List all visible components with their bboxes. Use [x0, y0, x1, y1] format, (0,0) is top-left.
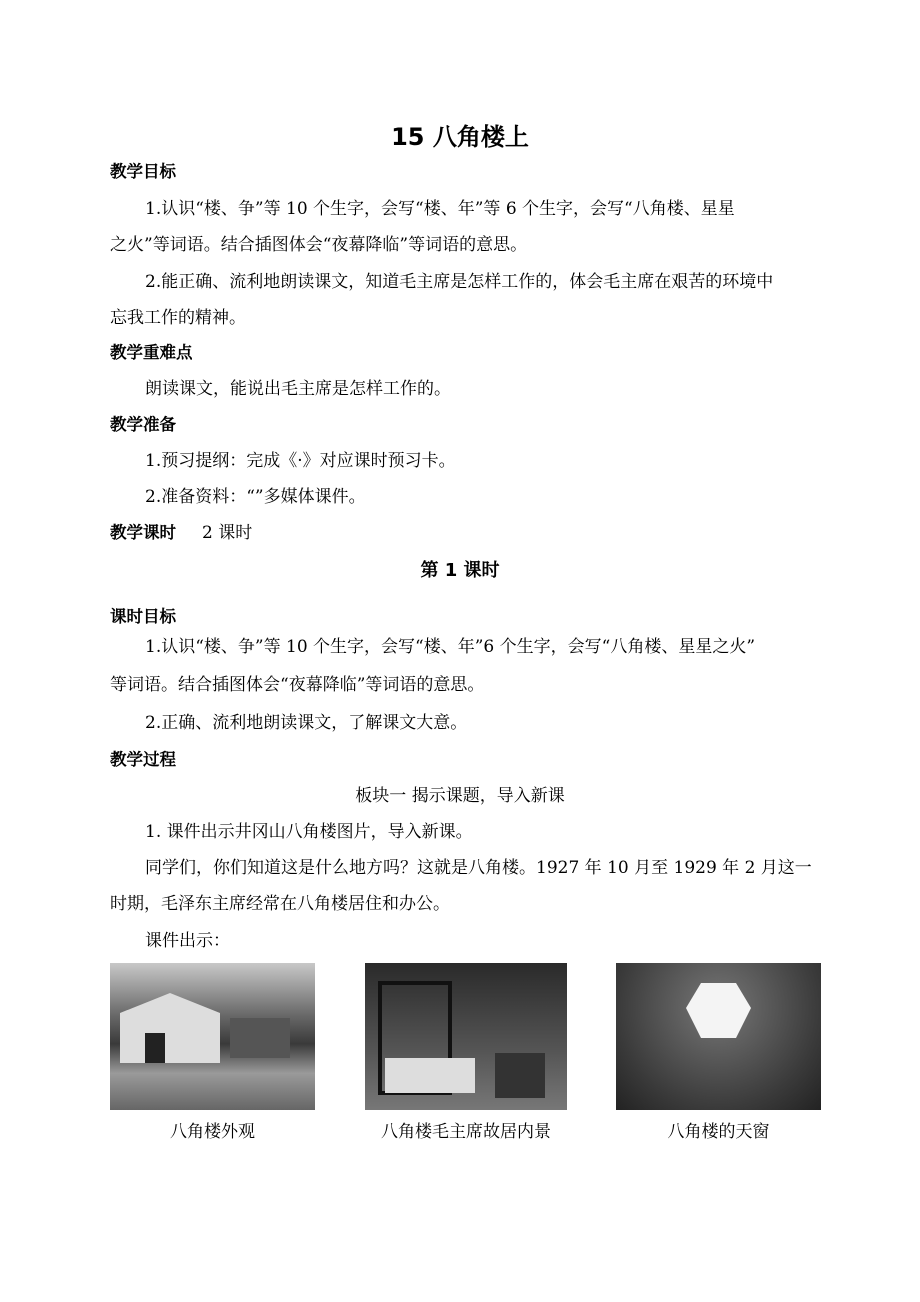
paragraph-line: 1. 课件出示井冈山八角楼图片，导入新课。	[145, 822, 473, 842]
paragraph-line: 2.能正确、流利地朗读课文，知道毛主席是怎样工作的，体会毛主席在艰苦的环境中	[145, 272, 774, 292]
photo-caption: 八角楼毛主席故居内景	[381, 1122, 551, 1142]
paragraph-line: 忘我工作的精神。	[110, 308, 246, 328]
paragraph-line: 之火”等词语。结合插图体会“夜幕降临”等词语的意思。	[110, 235, 528, 255]
heading-key-points: 教学重难点	[110, 343, 193, 362]
lesson-heading: 第 1 课时	[420, 560, 500, 581]
heading-process: 教学过程	[110, 750, 176, 769]
class-hours-value: 2 课时	[202, 523, 253, 543]
paragraph-line: 等词语。结合插图体会“夜幕降临”等词语的意思。	[110, 675, 485, 695]
paragraph-line: 1.预习提纲：完成《·》对应课时预习卡。	[145, 451, 456, 471]
photo-bajiaolou-exterior	[110, 963, 315, 1110]
block-title: 板块一 揭示课题，导入新课	[355, 786, 565, 806]
paragraph-line: 1.认识“楼、争”等 10 个生字，会写“楼、年”等 6 个生字，会写“八角楼、星星	[145, 199, 735, 219]
paragraph-line: 朗读课文，能说出毛主席是怎样工作的。	[145, 379, 451, 399]
photo-caption: 八角楼的天窗	[667, 1122, 770, 1142]
paragraph-line: 1.认识“楼、争”等 10 个生字，会写“楼、年”6 个生字，会写“八角楼、星星之火”	[145, 637, 756, 657]
paragraph-line: 课件出示：	[145, 931, 230, 951]
paragraph-line: 2.正确、流利地朗读课文，了解课文大意。	[145, 713, 468, 733]
heading-preparation: 教学准备	[110, 415, 176, 434]
photo-caption: 八角楼外观	[170, 1122, 255, 1142]
paragraph-line: 时期，毛泽东主席经常在八角楼居住和办公。	[110, 894, 450, 914]
photo-bajiaolou-interior	[365, 963, 567, 1110]
heading-class-hours: 教学课时	[110, 523, 176, 542]
heading-lesson-goals: 课时目标	[110, 607, 176, 626]
heading-teaching-goals: 教学目标	[110, 162, 176, 181]
photo-bajiaolou-skylight	[616, 963, 821, 1110]
paragraph-line: 2.准备资料：“”多媒体课件。	[145, 487, 366, 507]
paragraph-line: 同学们，你们知道这是什么地方吗？这就是八角楼。1927 年 10 月至 1929 年 2 月这一	[145, 858, 812, 878]
page-title: 15 八角楼上	[391, 123, 529, 151]
